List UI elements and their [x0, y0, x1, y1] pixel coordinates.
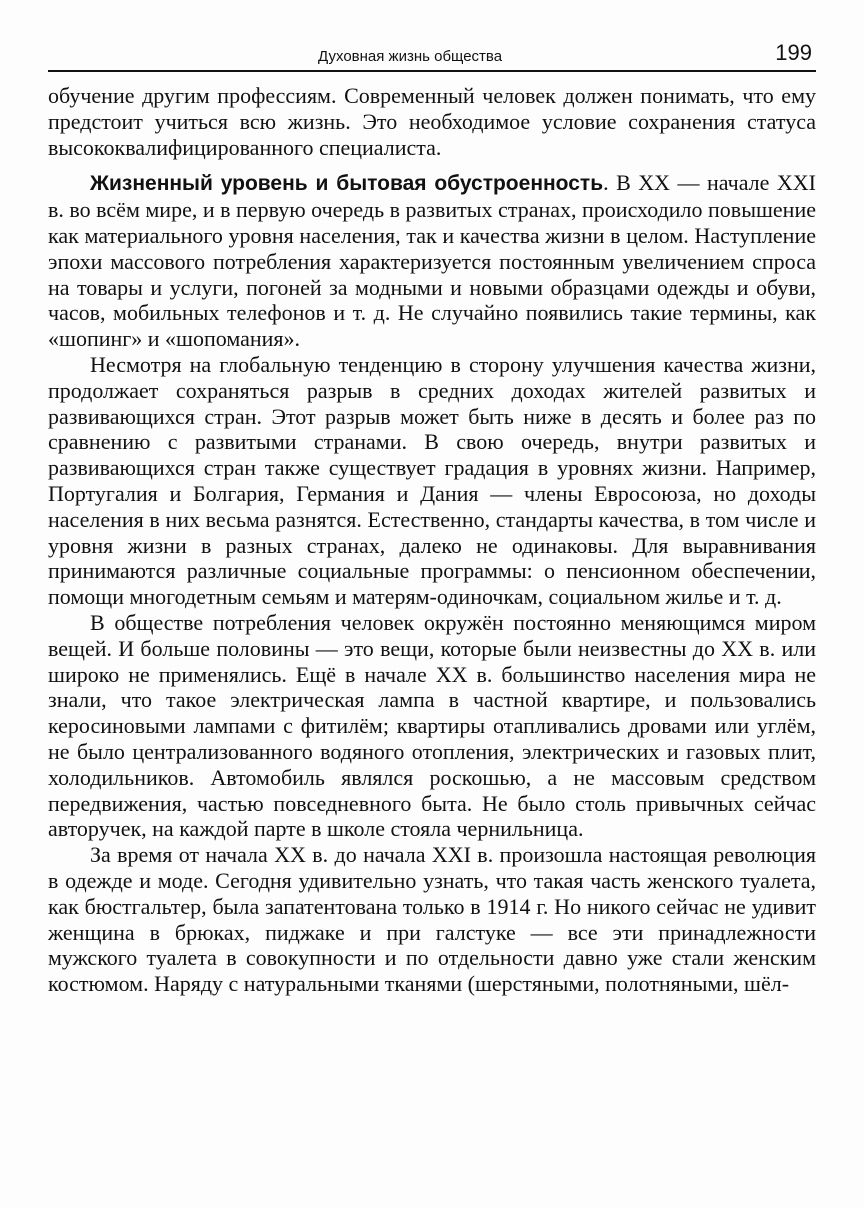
paragraph-1: обучение другим профессиям. Современный человек должен понимать, что ему предстоит учиться всю жизнь. Это необходимое условие сохранения статуса высококвалифицированного специалиста.: [48, 83, 816, 160]
paragraph-2-text: . В XX — начале XXI в. во всём мире, и в первую очередь в развитых странах, происходило повышение как материального уровня населения, так и качества жизни в целом. Наступление эпохи массового потребления характеризуется постоянным увеличением спроса на товары и услуги, погоней за модными и новыми образцами одежды и обуви, часов, мобильных телефонов и т. д. Не случайно появились такие термины, как «шопинг» и «шопомания».: [48, 170, 816, 352]
paragraph-4: В обществе потребления человек окружён постоянно меняющимся миром вещей. И больше половины — это вещи, которые были неизвестны до XX в. или широко не применялись. Ещё в начале XX в. большинство населения мира не знали, что такое электрическая лампа в частной квартире, и пользовались керосиновыми лампами с фитилём; квартиры отапливались дровами или углём, не было централизованного водяного отопления, электрических и газовых плит, холодильников. Автомобиль являлся роскошью, а не массовым средством передвижения, частью повседневного быта. Не было столь привычных сейчас авторучек, на каждой парте в школе стояла чернильница.: [48, 609, 816, 842]
paragraph-5: За время от начала XX в. до начала XXI в. произошла настоящая революция в одежде и моде. Сегодня удивительно узнать, что такая часть женского туалета, как бюстгальтер, была запатентована только в 1914 г. Но никого сейчас не удивит женщина в брюках, пиджаке и при галстуке — все эти принадлежности мужского туалета в совокупности и по отдельности давно уже стали женским костюмом. Наряду с натуральными тканями (шерстяными, полотняными, шёл-: [48, 842, 816, 997]
header-rule: [48, 70, 816, 72]
page-number: 199: [775, 40, 812, 65]
section-lead-heading: Жизненный уровень и бытовая обустроенность: [90, 172, 604, 196]
running-title: Духовная жизнь общества: [318, 48, 503, 65]
paragraph-2: [48, 170, 816, 352]
body-text: [48, 83, 816, 997]
paragraph-3: Несмотря на глобальную тенденцию в сторону улучшения качества жизни, продолжает сохраняться разрыв в средних доходах жителей развитых и развивающихся стран. Этот разрыв может быть ниже в десять и более раз по сравнению с развитыми странами. В свою очередь, внутри развитых и развивающихся стран также существует градация в уровнях жизни. Например, Португалия и Болгария, Германия и Дания — члены Евросоюза, но доходы населения в них весьма разнятся. Естественно, стандарты качества, в том числе и уровня жизни в разных странах, далеко не одинаковы. Для выравнивания принимаются различные социальные программы: о пенсионном обеспечении, помощи многодетным семьям и матерям-одиночкам, социальном жилье и т. д.: [48, 351, 816, 610]
page-header: [48, 36, 816, 72]
